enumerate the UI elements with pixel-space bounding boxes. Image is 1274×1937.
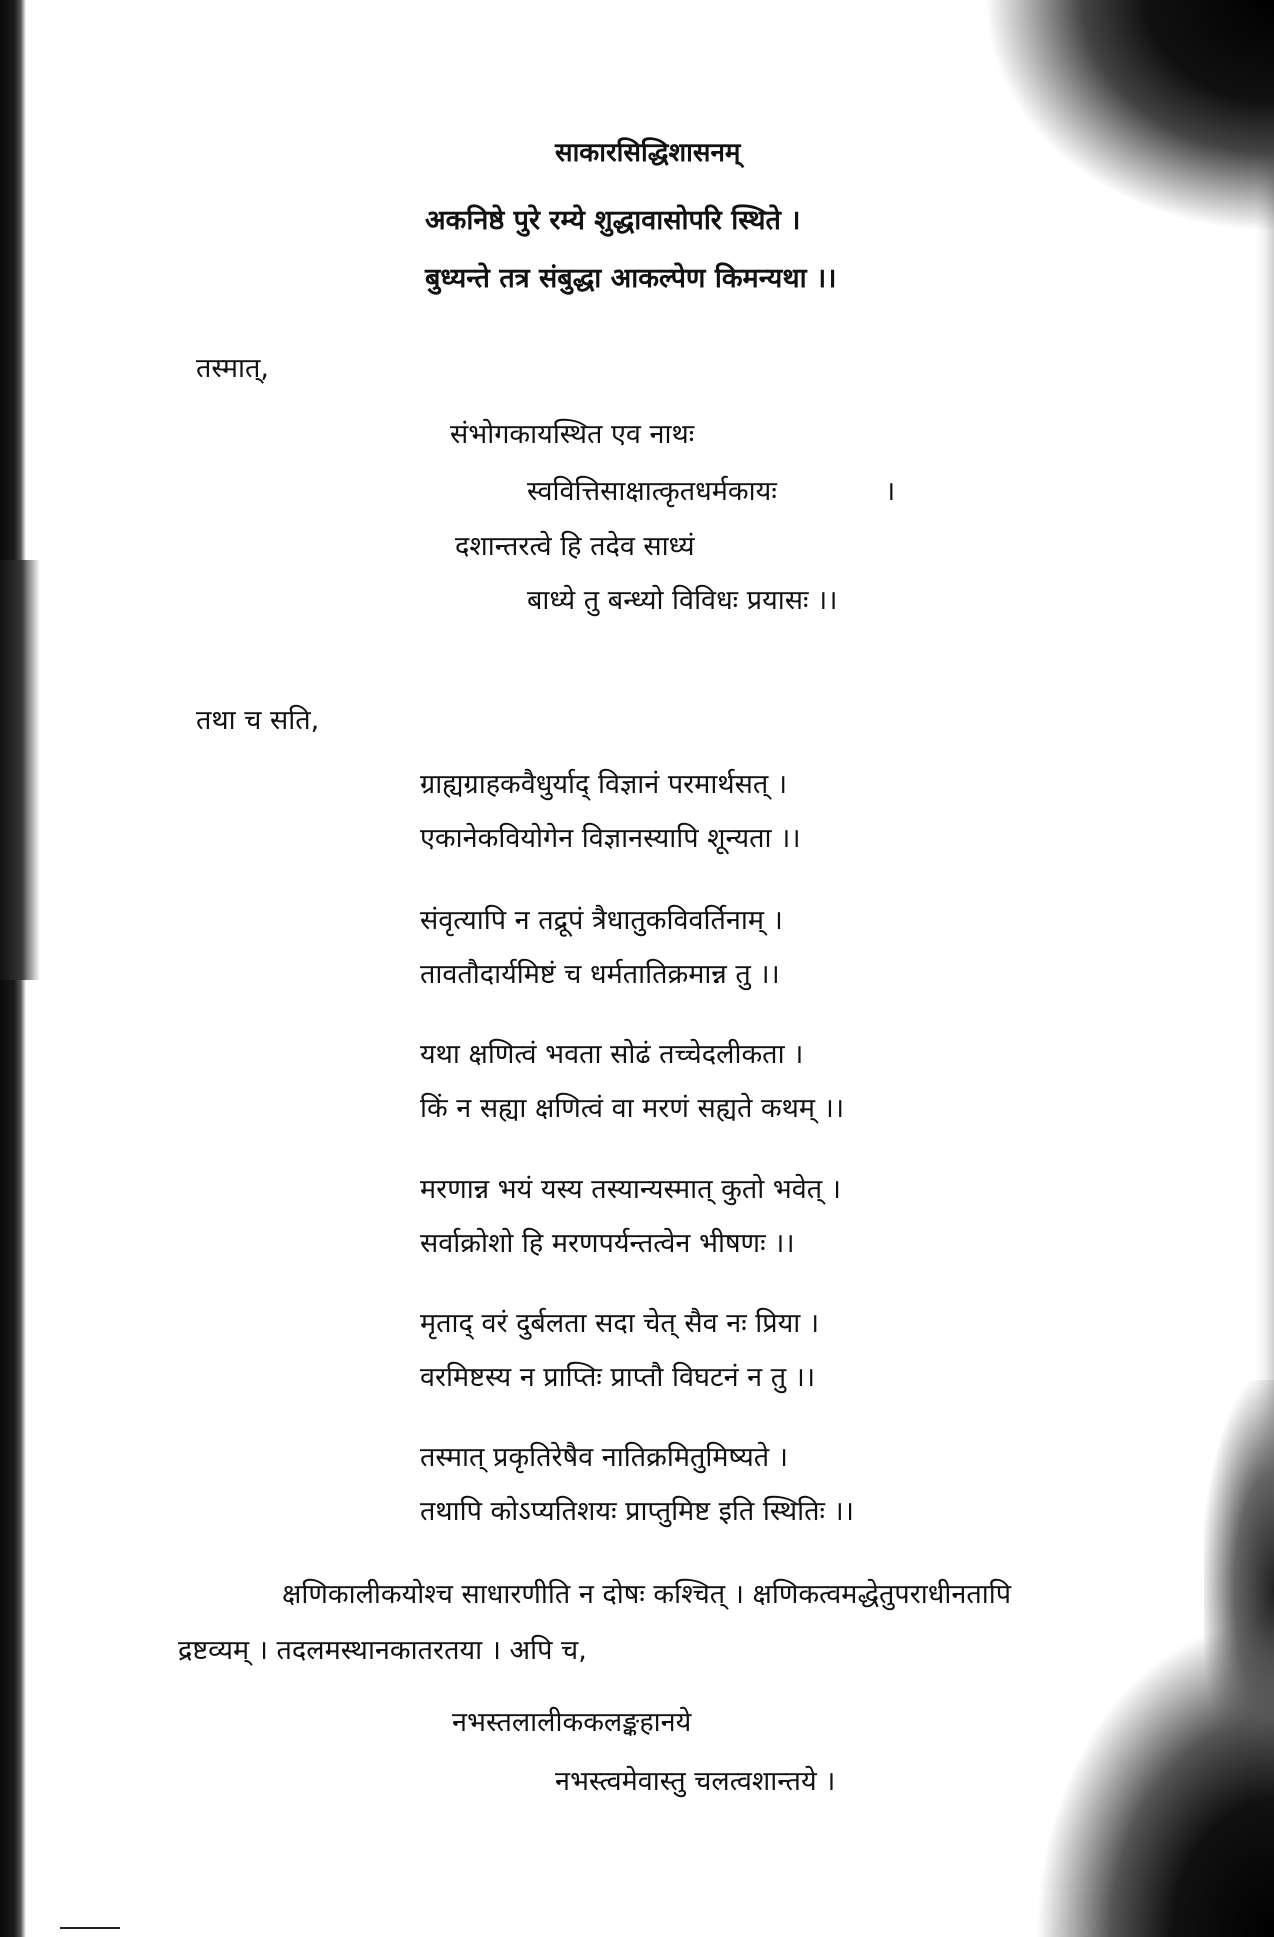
verse-top-line-1: अकनिष्ठे पुरे रम्ये शुद्धावासोपरि स्थिते । — [425, 205, 801, 236]
scan-bottom-right-smudge — [1034, 1617, 1274, 1937]
verse-pair-5-line-a: मृताद् वरं दुर्बलता सदा चेत् सैव नः प्रिया । — [420, 1308, 820, 1339]
scan-left-shadow — [0, 560, 40, 980]
verse-pair-3-line-a: यथा क्षणित्वं भवता सोढं तच्चेदलीकता । — [420, 1039, 804, 1070]
verse-pair-6-line-a: तस्मात् प्रकृतिरेषैव नातिक्रमितुमिष्यते । — [420, 1442, 788, 1473]
verse-indented-line-2: स्ववित्तिसाक्षात्कृतधर्मकायः — [527, 476, 777, 507]
verse-pair-6-line-b: तथापि कोऽप्यतिशयः प्राप्तुमिष्ट इति स्थितिः ।। — [420, 1496, 854, 1527]
verse-pair-2-line-b: तावतौदार्यमिष्टं च धर्मतातिक्रमान्न तु ।। — [420, 959, 780, 990]
verse-pair-5-line-b: वरमिष्टस्य न प्राप्तिः प्राप्तौ विघटनं न तु ।। — [420, 1362, 816, 1393]
tasmat-label: तस्मात्, — [196, 353, 270, 384]
verse-pair-1-line-a: ग्राह्यग्राहकवैधुर्याद् विज्ञानं परमार्थसत् । — [420, 769, 788, 800]
verse-indented-line-4: बाध्ये तु बन्ध्यो विविधः प्रयासः ।। — [527, 585, 838, 616]
verse-indented-line-2-mark: । — [885, 476, 896, 507]
verse-pair-4-line-b: सर्वाक्रोशो हि मरणपर्यन्तत्वेन भीषणः ।। — [420, 1228, 795, 1259]
verse-bottom-line-1: नभस्तलालीककलङ्कहानये — [452, 1707, 692, 1738]
tatha-label: तथा च सति, — [196, 705, 320, 736]
verse-pair-4-line-a: मरणान्न भयं यस्य तस्यान्यस्मात् कुतो भवेत् । — [420, 1174, 841, 1205]
verse-pair-1-line-b: एकानेकवियोगेन विज्ञानस्यापि शून्यता ।। — [420, 823, 801, 854]
scan-top-right-smudge — [974, 0, 1274, 240]
verse-indented-line-3: दशान्तरत्वे हि तदेव साध्यं — [455, 531, 695, 562]
verse-top-line-2: बुध्यन्ते तत्र संबुद्धा आकल्पेण किमन्यथा ।। — [425, 263, 837, 294]
verse-pair-3-line-b: किं न सह्या क्षणित्वं वा मरणं सह्यते कथम् ।। — [420, 1093, 845, 1124]
verse-indented-line-1: संभोगकायस्थित एव नाथः — [450, 419, 695, 450]
prose-line-2: द्रष्टव्यम् । तदलमस्थानकातरतया । अपि च, — [178, 1635, 587, 1666]
verse-pair-2-line-a: संवृत्यापि न तद्रूपं त्रैधातुकविवर्तिनाम् । — [420, 905, 783, 936]
prose-line-1: क्षणिकालीकयोश्च साधारणीति न दोषः कश्चित् । क्षणिकत्वमद्धेतुपराधीनतापि — [282, 1579, 1012, 1610]
verse-bottom-line-2: नभस्त्वमेवास्तु चलत्वशान्तये । — [555, 1766, 836, 1797]
page-title: साकारसिद्धिशासनम् — [555, 138, 741, 168]
scan-bottom-line — [60, 1927, 120, 1929]
